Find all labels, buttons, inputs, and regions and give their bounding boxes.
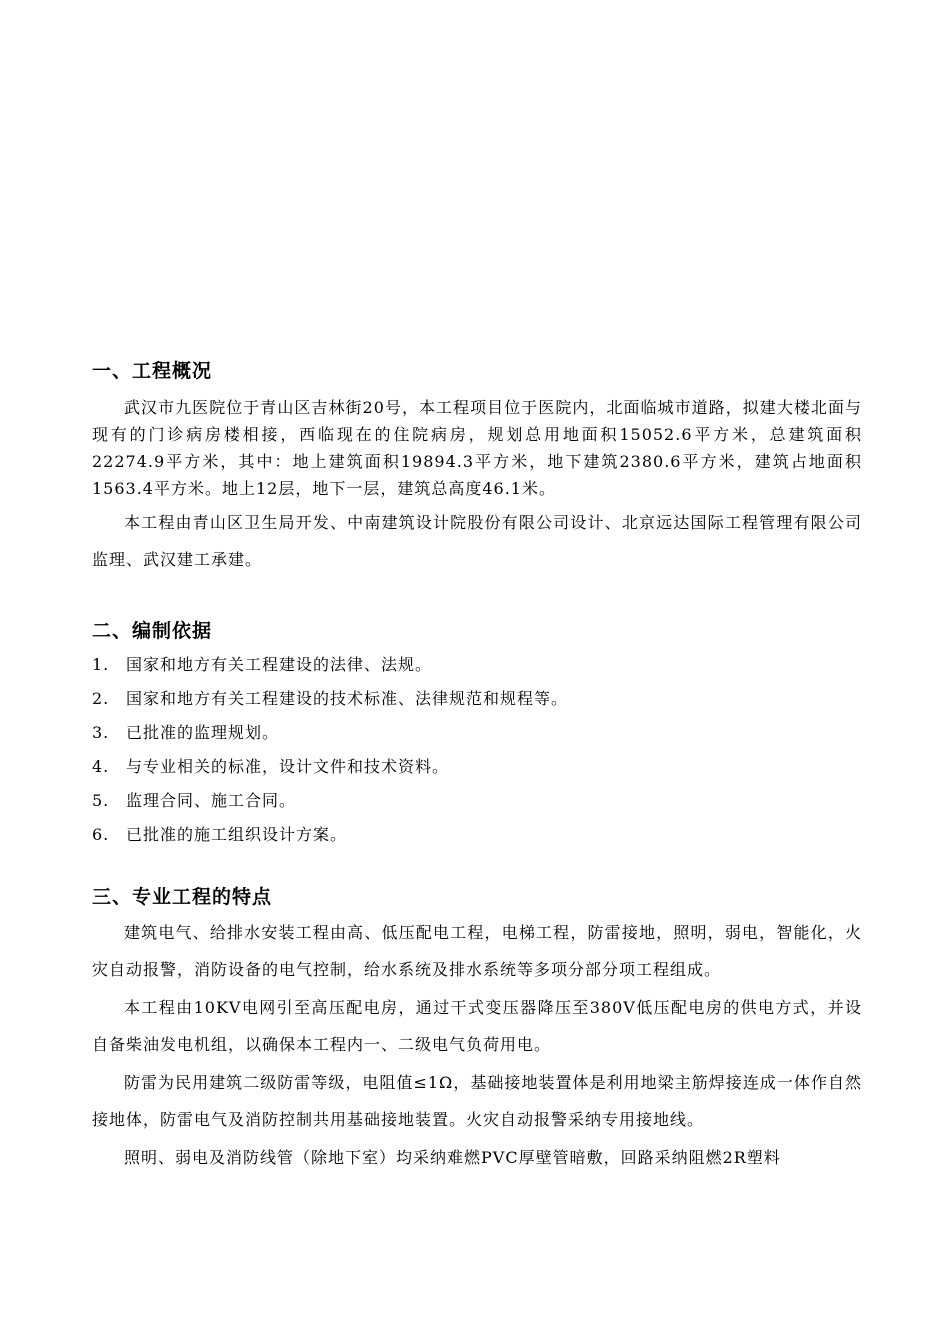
section-heading-basis: 二、编制依据 — [92, 620, 213, 642]
list-item — [92, 716, 862, 750]
section-heading-overview: 一、工程概况 — [92, 360, 213, 382]
list-item-text: 国家和地方有关工程建设的技术标准、法律规范和规程等。 — [126, 689, 569, 708]
basis-list — [92, 648, 862, 852]
list-item-text: 国家和地方有关工程建设的法律、法规。 — [126, 655, 433, 674]
features-paragraph-scope: 建筑电气、给排水安装工程由高、低压配电工程，电梯工程，防雷接地，照明，弱电，智能化，火灾自动报警，消防设备的电气控制，给水系统及排水系统等多项分部分项工程组成。 — [92, 923, 862, 979]
list-item-number: 6. — [92, 825, 110, 844]
features-paragraph-power-supply: 本工程由10KV电网引至高压配电房，通过干式变压器降压至380V低压配电房的供电方式，并设自备柴油发电机组，以确保本工程内一、二级电气负荷用电。 — [92, 998, 862, 1054]
list-item — [92, 750, 862, 784]
section-heading-features: 三、专业工程的特点 — [92, 886, 273, 908]
list-item — [92, 818, 862, 852]
list-item-number: 2. — [92, 689, 110, 708]
features-paragraph-conduits: 照明、弱电及消防线管（除地下室）均采纳难燃PVC厚壁管暗敷，回路采纳阻燃2R塑料 — [124, 1148, 781, 1167]
list-item-number: 1. — [92, 655, 110, 674]
document-body — [92, 356, 862, 1176]
overview-paragraph-parties: 本工程由青山区卫生局开发、中南建筑设计院股份有限公司设计、北京远达国际工程管理有限公司监理、武汉建工承建。 — [92, 513, 862, 569]
list-item-number: 3. — [92, 723, 110, 742]
list-item-number: 5. — [92, 791, 110, 810]
features-paragraph-lightning-protection: 防雷为民用建筑二级防雷等级，电阻值≤1Ω，基础接地装置体是利用地梁主筋焊接连成一体作自然接地体，防雷电气及消防控制共用基础接地装置。火灾自动报警采纳专用接地线。 — [92, 1073, 862, 1129]
list-item-text: 与专业相关的标准，设计文件和技术资料。 — [126, 757, 450, 776]
list-item — [92, 682, 862, 716]
list-item-text: 监理合同、施工合同。 — [126, 791, 297, 810]
list-item-text: 已批准的监理规划。 — [126, 723, 280, 742]
list-item — [92, 784, 862, 818]
list-item-number: 4. — [92, 757, 110, 776]
list-item-text: 已批准的施工组织设计方案。 — [126, 825, 348, 844]
list-item — [92, 648, 862, 682]
overview-paragraph-location: 武汉市九医院位于青山区吉林街20号，本工程项目位于医院内，北面临城市道路，拟建大楼北面与现有的门诊病房楼相接，西临现在的住院病房，规划总用地面积15052.6平方米，总建筑面积22274.9平方米，其中：地上建筑面积19894.3平方米，地下建筑2380.6平方米，建筑占地面积1563.4平方米。地上12层，地下一层，建筑总高度46.1米。 — [92, 398, 862, 498]
